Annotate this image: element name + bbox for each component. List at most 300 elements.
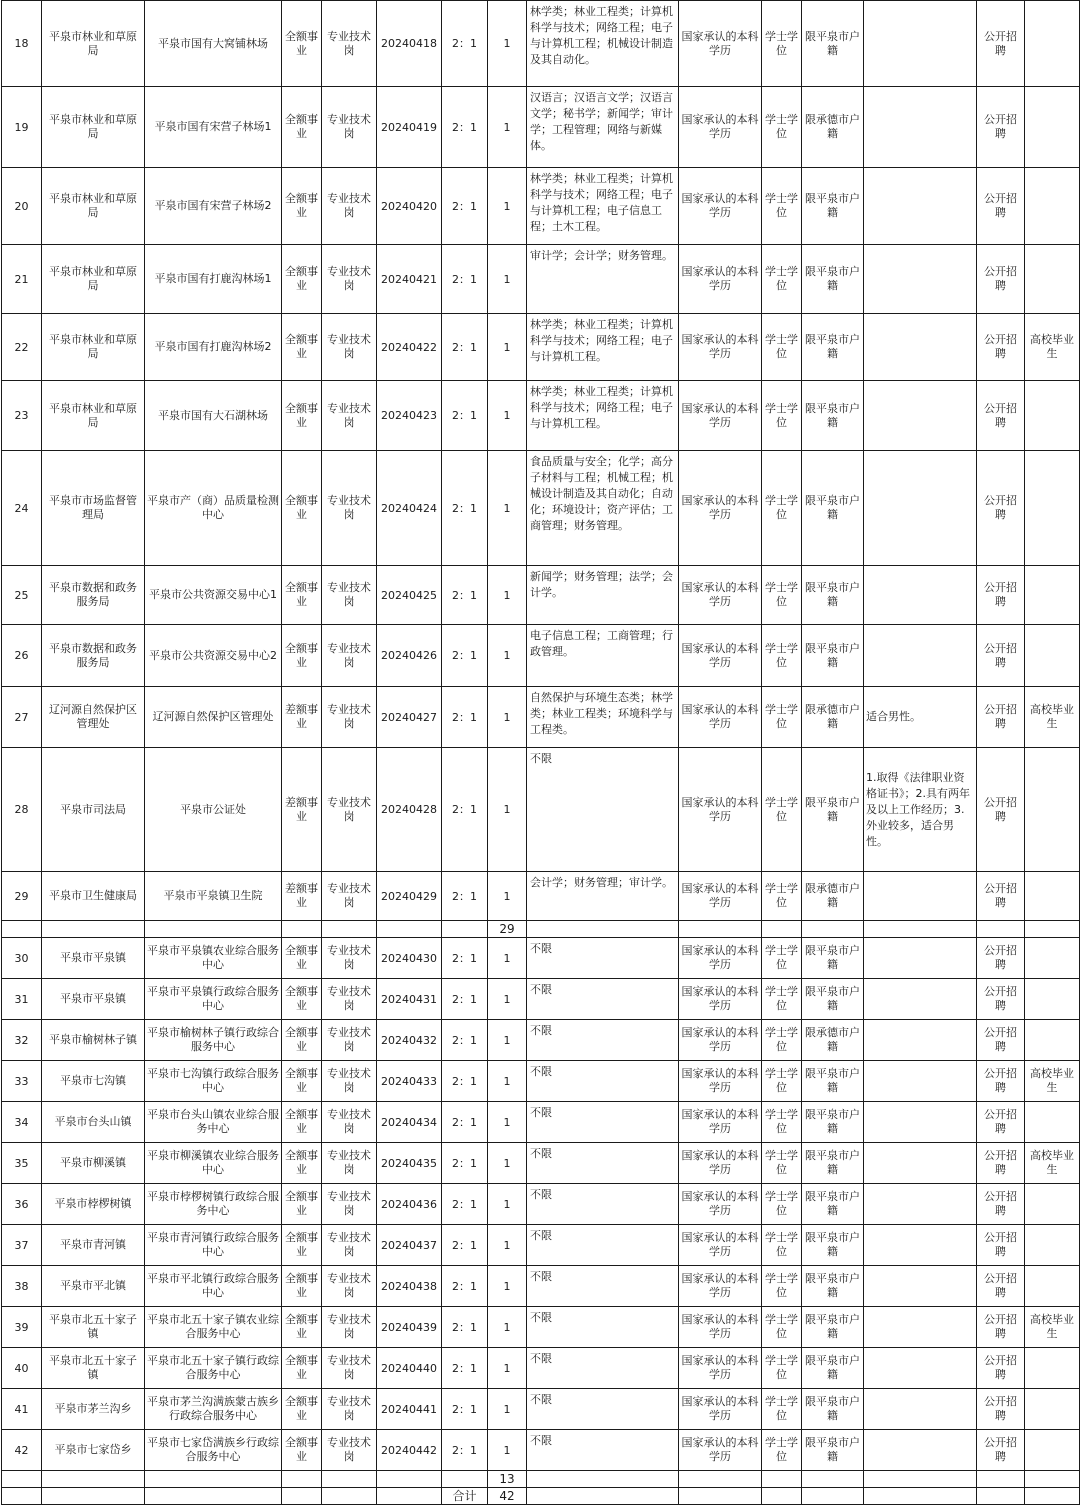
- unit-nature: 全额事业: [282, 1143, 322, 1184]
- education: 国家承认的本科学历: [679, 451, 762, 566]
- hiring-unit: 平泉市北五十家子镇农业综合服务中心: [145, 1307, 282, 1348]
- exam-ratio: 2：1: [442, 872, 488, 921]
- row-number: 41: [2, 1389, 42, 1430]
- other-conditions: [864, 1102, 977, 1143]
- post-code: 20240437: [377, 1225, 442, 1266]
- empty-cell: [2, 1488, 42, 1505]
- degree: 学士学位: [762, 1389, 802, 1430]
- empty-cell: [42, 1471, 145, 1488]
- unit-nature: 全额事业: [282, 1430, 322, 1471]
- education: 国家承认的本科学历: [679, 566, 762, 625]
- hiring-unit: 平泉市国有宋营子林场1: [145, 87, 282, 168]
- exam-ratio: 2：1: [442, 1389, 488, 1430]
- major-requirement: 食品质量与安全；化学；高分子材料与工程；机械工程；机械设计制造及其自动化；自动化；环境设计；资产评估；工商管理；财务管理。: [527, 451, 679, 566]
- other-conditions: [864, 1061, 977, 1102]
- hire-count: 1: [488, 625, 527, 687]
- department: 平泉市卫生健康局: [42, 872, 145, 921]
- residence: 限平泉市户籍: [802, 314, 864, 381]
- post-category: 专业技术岗: [322, 979, 377, 1020]
- post-code: 20240426: [377, 625, 442, 687]
- exam-ratio: 2：1: [442, 1430, 488, 1471]
- post-code: 20240428: [377, 748, 442, 872]
- major-requirement: 不限: [527, 1348, 679, 1389]
- hiring-method: 公开招聘: [977, 1102, 1025, 1143]
- education: 国家承认的本科学历: [679, 1389, 762, 1430]
- table-row: [2, 1, 1080, 87]
- exam-ratio: 2：1: [442, 1143, 488, 1184]
- table-row: [2, 625, 1080, 687]
- hire-count: 1: [488, 566, 527, 625]
- hire-count: 1: [488, 1020, 527, 1061]
- table-row: [2, 1020, 1080, 1061]
- exam-ratio: 2：1: [442, 625, 488, 687]
- empty-cell: [2, 921, 42, 938]
- hiring-method: 公开招聘: [977, 1, 1025, 87]
- degree: 学士学位: [762, 314, 802, 381]
- table-row: [2, 979, 1080, 1020]
- degree: 学士学位: [762, 245, 802, 314]
- table-row: [2, 314, 1080, 381]
- other-conditions: [864, 245, 977, 314]
- post-category: 专业技术岗: [322, 1184, 377, 1225]
- hire-count: 1: [488, 451, 527, 566]
- hiring-method: 公开招聘: [977, 566, 1025, 625]
- row-number: 23: [2, 381, 42, 451]
- education: 国家承认的本科学历: [679, 87, 762, 168]
- row-number: 33: [2, 1061, 42, 1102]
- degree: 学士学位: [762, 1061, 802, 1102]
- unit-nature: 全额事业: [282, 1389, 322, 1430]
- major-requirement: 不限: [527, 1102, 679, 1143]
- unit-nature: 全额事业: [282, 245, 322, 314]
- hiring-unit: 平泉市台头山镇农业综合服务中心: [145, 1102, 282, 1143]
- post-code: 20240438: [377, 1266, 442, 1307]
- post-category: 专业技术岗: [322, 566, 377, 625]
- hiring-method: 公开招聘: [977, 625, 1025, 687]
- row-number: 42: [2, 1430, 42, 1471]
- row-number: 24: [2, 451, 42, 566]
- residence: 限平泉市户籍: [802, 245, 864, 314]
- department: 平泉市北五十家子镇: [42, 1307, 145, 1348]
- empty-cell: [442, 921, 488, 938]
- hiring-unit: 平泉市国有大石湖林场: [145, 381, 282, 451]
- major-requirement: 不限: [527, 1430, 679, 1471]
- department: 平泉市七沟镇: [42, 1061, 145, 1102]
- table-row: [2, 451, 1080, 566]
- hiring-target: [1025, 1389, 1080, 1430]
- hire-count: 1: [488, 314, 527, 381]
- hiring-target: [1025, 1266, 1080, 1307]
- education: 国家承认的本科学历: [679, 1184, 762, 1225]
- hiring-target: 高校毕业生: [1025, 314, 1080, 381]
- empty-cell: [1025, 1471, 1080, 1488]
- hiring-target: [1025, 1184, 1080, 1225]
- exam-ratio: 2：1: [442, 1307, 488, 1348]
- post-code: 20240431: [377, 979, 442, 1020]
- major-requirement: 林学类；林业工程类；计算机科学与技术；网络工程；电子与计算机工程。: [527, 381, 679, 451]
- hiring-unit: 平泉市青河镇行政综合服务中心: [145, 1225, 282, 1266]
- hiring-method: 公开招聘: [977, 1389, 1025, 1430]
- residence: 限承德市户籍: [802, 687, 864, 748]
- post-code: 20240418: [377, 1, 442, 87]
- department: 平泉市林业和草原局: [42, 381, 145, 451]
- hire-count: 1: [488, 1225, 527, 1266]
- degree: 学士学位: [762, 1430, 802, 1471]
- post-code: 20240429: [377, 872, 442, 921]
- hiring-target: 高校毕业生: [1025, 1061, 1080, 1102]
- major-requirement: 电子信息工程；工商管理；行政管理。: [527, 625, 679, 687]
- major-requirement: 不限: [527, 748, 679, 872]
- unit-nature: 全额事业: [282, 938, 322, 979]
- residence: 限平泉市户籍: [802, 566, 864, 625]
- major-requirement: 不限: [527, 1225, 679, 1266]
- table-row: [2, 1143, 1080, 1184]
- other-conditions: [864, 168, 977, 245]
- row-number: 39: [2, 1307, 42, 1348]
- other-conditions: [864, 872, 977, 921]
- major-requirement: 自然保护与环境生态类；林学类；林业工程类；环境科学与工程类。: [527, 687, 679, 748]
- major-requirement: 不限: [527, 1266, 679, 1307]
- hire-count: 1: [488, 1102, 527, 1143]
- degree: 学士学位: [762, 168, 802, 245]
- hiring-method: 公开招聘: [977, 687, 1025, 748]
- empty-cell: [377, 1488, 442, 1505]
- subtotal-value: 29: [488, 921, 527, 938]
- recruitment-table: [1, 0, 1080, 1505]
- post-category: 专业技术岗: [322, 1020, 377, 1061]
- other-conditions: [864, 625, 977, 687]
- empty-cell: [864, 921, 977, 938]
- hiring-target: [1025, 1225, 1080, 1266]
- exam-ratio: 2：1: [442, 87, 488, 168]
- unit-nature: 全额事业: [282, 1020, 322, 1061]
- residence: 限平泉市户籍: [802, 748, 864, 872]
- post-category: 专业技术岗: [322, 1389, 377, 1430]
- degree: 学士学位: [762, 938, 802, 979]
- education: 国家承认的本科学历: [679, 245, 762, 314]
- hire-count: 1: [488, 87, 527, 168]
- table-row: [2, 687, 1080, 748]
- residence: 限平泉市户籍: [802, 1307, 864, 1348]
- hire-count: 1: [488, 1184, 527, 1225]
- exam-ratio: 2：1: [442, 566, 488, 625]
- post-code: 20240422: [377, 314, 442, 381]
- post-category: 专业技术岗: [322, 451, 377, 566]
- post-category: 专业技术岗: [322, 1430, 377, 1471]
- exam-ratio: 2：1: [442, 1020, 488, 1061]
- post-code: 20240433: [377, 1061, 442, 1102]
- post-category: 专业技术岗: [322, 1348, 377, 1389]
- exam-ratio: 2：1: [442, 381, 488, 451]
- degree: 学士学位: [762, 451, 802, 566]
- exam-ratio: 2：1: [442, 1, 488, 87]
- empty-cell: [802, 921, 864, 938]
- post-code: 20240441: [377, 1389, 442, 1430]
- exam-ratio: 2：1: [442, 1266, 488, 1307]
- education: 国家承认的本科学历: [679, 938, 762, 979]
- unit-nature: 全额事业: [282, 87, 322, 168]
- major-requirement: 新闻学；财务管理；法学；会计学。: [527, 566, 679, 625]
- post-code: 20240427: [377, 687, 442, 748]
- major-requirement: 不限: [527, 1184, 679, 1225]
- other-conditions: [864, 1, 977, 87]
- exam-ratio: 2：1: [442, 314, 488, 381]
- department: 平泉市平北镇: [42, 1266, 145, 1307]
- other-conditions: [864, 87, 977, 168]
- education: 国家承认的本科学历: [679, 1020, 762, 1061]
- table-row: [2, 1307, 1080, 1348]
- hiring-unit: 平泉市北五十家子镇行政综合服务中心: [145, 1348, 282, 1389]
- row-number: 35: [2, 1143, 42, 1184]
- table-row: [2, 1266, 1080, 1307]
- residence: 限平泉市户籍: [802, 1348, 864, 1389]
- row-number: 40: [2, 1348, 42, 1389]
- hiring-method: 公开招聘: [977, 872, 1025, 921]
- post-category: 专业技术岗: [322, 687, 377, 748]
- hire-count: 1: [488, 1389, 527, 1430]
- table-row: [2, 1102, 1080, 1143]
- table-row: [2, 1348, 1080, 1389]
- degree: 学士学位: [762, 1348, 802, 1389]
- exam-ratio: 2：1: [442, 687, 488, 748]
- unit-nature: 全额事业: [282, 1184, 322, 1225]
- hiring-method: 公开招聘: [977, 1266, 1025, 1307]
- row-number: 21: [2, 245, 42, 314]
- hiring-target: [1025, 87, 1080, 168]
- empty-cell: [322, 921, 377, 938]
- unit-nature: 全额事业: [282, 451, 322, 566]
- empty-cell: [282, 1471, 322, 1488]
- hire-count: 1: [488, 168, 527, 245]
- exam-ratio: 2：1: [442, 748, 488, 872]
- post-category: 专业技术岗: [322, 1307, 377, 1348]
- hiring-unit: 平泉市榆树林子镇行政综合服务中心: [145, 1020, 282, 1061]
- exam-ratio: 2：1: [442, 1061, 488, 1102]
- degree: 学士学位: [762, 1225, 802, 1266]
- residence: 限平泉市户籍: [802, 1143, 864, 1184]
- post-code: 20240419: [377, 87, 442, 168]
- major-requirement: 林学类；林业工程类；计算机科学与技术；网络工程；电子与计算机工程。: [527, 314, 679, 381]
- education: 国家承认的本科学历: [679, 168, 762, 245]
- hiring-method: 公开招聘: [977, 1020, 1025, 1061]
- department: 平泉市数据和政务服务局: [42, 566, 145, 625]
- hire-count: 1: [488, 687, 527, 748]
- education: 国家承认的本科学历: [679, 1348, 762, 1389]
- table-row: [2, 1061, 1080, 1102]
- residence: 限平泉市户籍: [802, 1430, 864, 1471]
- degree: 学士学位: [762, 1102, 802, 1143]
- subtotal-row: [2, 921, 1080, 938]
- department: 平泉市数据和政务服务局: [42, 625, 145, 687]
- empty-cell: [442, 1471, 488, 1488]
- degree: 学士学位: [762, 1266, 802, 1307]
- degree: 学士学位: [762, 1, 802, 87]
- degree: 学士学位: [762, 1143, 802, 1184]
- unit-nature: 全额事业: [282, 381, 322, 451]
- department: 平泉市平泉镇: [42, 979, 145, 1020]
- empty-cell: [1025, 1488, 1080, 1505]
- hire-count: 1: [488, 1348, 527, 1389]
- education: 国家承认的本科学历: [679, 1430, 762, 1471]
- department: 平泉市司法局: [42, 748, 145, 872]
- post-code: 20240442: [377, 1430, 442, 1471]
- other-conditions: [864, 1348, 977, 1389]
- post-code: 20240430: [377, 938, 442, 979]
- residence: 限承德市户籍: [802, 872, 864, 921]
- hiring-unit: 平泉市七沟镇行政综合服务中心: [145, 1061, 282, 1102]
- empty-cell: [322, 1488, 377, 1505]
- degree: 学士学位: [762, 979, 802, 1020]
- empty-cell: [679, 1471, 762, 1488]
- major-requirement: 林学类；林业工程类；计算机科学与技术；网络工程；电子与计算机工程；机械设计制造及其自动化。: [527, 1, 679, 87]
- hiring-method: 公开招聘: [977, 1225, 1025, 1266]
- hiring-method: 公开招聘: [977, 87, 1025, 168]
- hiring-method: 公开招聘: [977, 314, 1025, 381]
- education: 国家承认的本科学历: [679, 748, 762, 872]
- residence: 限平泉市户籍: [802, 1266, 864, 1307]
- post-code: 20240436: [377, 1184, 442, 1225]
- other-conditions: [864, 1020, 977, 1061]
- post-code: 20240425: [377, 566, 442, 625]
- education: 国家承认的本科学历: [679, 1061, 762, 1102]
- other-conditions: [864, 381, 977, 451]
- table-row: [2, 748, 1080, 872]
- residence: 限平泉市户籍: [802, 979, 864, 1020]
- total-row: [2, 1488, 1080, 1505]
- hiring-method: 公开招聘: [977, 451, 1025, 566]
- subtotal-value: 13: [488, 1471, 527, 1488]
- post-category: 专业技术岗: [322, 314, 377, 381]
- department: 平泉市七家岱乡: [42, 1430, 145, 1471]
- empty-cell: [377, 1471, 442, 1488]
- empty-cell: [802, 1488, 864, 1505]
- exam-ratio: 2：1: [442, 1102, 488, 1143]
- other-conditions: [864, 1225, 977, 1266]
- exam-ratio: 2：1: [442, 979, 488, 1020]
- hiring-unit: 平泉市公证处: [145, 748, 282, 872]
- post-category: 专业技术岗: [322, 872, 377, 921]
- hiring-target: [1025, 748, 1080, 872]
- empty-cell: [977, 1471, 1025, 1488]
- degree: 学士学位: [762, 566, 802, 625]
- unit-nature: 全额事业: [282, 168, 322, 245]
- hiring-target: [1025, 1430, 1080, 1471]
- residence: 限平泉市户籍: [802, 1225, 864, 1266]
- hire-count: 1: [488, 381, 527, 451]
- empty-cell: [679, 1488, 762, 1505]
- row-number: 28: [2, 748, 42, 872]
- department: 平泉市柳溪镇: [42, 1143, 145, 1184]
- unit-nature: 全额事业: [282, 1348, 322, 1389]
- row-number: 36: [2, 1184, 42, 1225]
- post-category: 专业技术岗: [322, 1, 377, 87]
- hiring-target: 高校毕业生: [1025, 1307, 1080, 1348]
- education: 国家承认的本科学历: [679, 1307, 762, 1348]
- hiring-target: [1025, 979, 1080, 1020]
- unit-nature: 全额事业: [282, 1061, 322, 1102]
- hiring-unit: 平泉市七家岱满族乡行政综合服务中心: [145, 1430, 282, 1471]
- row-number: 32: [2, 1020, 42, 1061]
- other-conditions: 适合男性。: [864, 687, 977, 748]
- row-number: 37: [2, 1225, 42, 1266]
- department: 辽河源自然保护区管理处: [42, 687, 145, 748]
- residence: 限承德市户籍: [802, 1020, 864, 1061]
- degree: 学士学位: [762, 87, 802, 168]
- major-requirement: 汉语言；汉语言文学；汉语言文学；秘书学；新闻学；审计学；工程管理；网络与新媒体。: [527, 87, 679, 168]
- empty-cell: [977, 1488, 1025, 1505]
- department: 平泉市林业和草原局: [42, 1, 145, 87]
- post-category: 专业技术岗: [322, 1266, 377, 1307]
- department: 平泉市台头山镇: [42, 1102, 145, 1143]
- table-row: [2, 566, 1080, 625]
- exam-ratio: 2：1: [442, 938, 488, 979]
- exam-ratio: 2：1: [442, 451, 488, 566]
- empty-cell: [282, 1488, 322, 1505]
- empty-cell: [527, 1471, 679, 1488]
- table-row: [2, 1184, 1080, 1225]
- education: 国家承认的本科学历: [679, 872, 762, 921]
- degree: 学士学位: [762, 1307, 802, 1348]
- hire-count: 1: [488, 1061, 527, 1102]
- post-code: 20240435: [377, 1143, 442, 1184]
- major-requirement: 审计学；会计学；财务管理。: [527, 245, 679, 314]
- hiring-target: 高校毕业生: [1025, 1143, 1080, 1184]
- row-number: 27: [2, 687, 42, 748]
- major-requirement: 不限: [527, 1389, 679, 1430]
- table-row: [2, 872, 1080, 921]
- unit-nature: 全额事业: [282, 566, 322, 625]
- major-requirement: 不限: [527, 979, 679, 1020]
- subtotal-row: [2, 1471, 1080, 1488]
- empty-cell: [322, 1471, 377, 1488]
- table-row: [2, 168, 1080, 245]
- residence: 限平泉市户籍: [802, 938, 864, 979]
- major-requirement: 林学类；林业工程类；计算机科学与技术；网络工程；电子与计算机工程；电子信息工程；土木工程。: [527, 168, 679, 245]
- exam-ratio: 2：1: [442, 1184, 488, 1225]
- table-row: [2, 938, 1080, 979]
- department: 平泉市林业和草原局: [42, 87, 145, 168]
- hiring-method: 公开招聘: [977, 1307, 1025, 1348]
- post-category: 专业技术岗: [322, 1143, 377, 1184]
- education: 国家承认的本科学历: [679, 381, 762, 451]
- unit-nature: 全额事业: [282, 625, 322, 687]
- hire-count: 1: [488, 748, 527, 872]
- row-number: 20: [2, 168, 42, 245]
- major-requirement: 不限: [527, 1020, 679, 1061]
- degree: 学士学位: [762, 1184, 802, 1225]
- department: 平泉市林业和草原局: [42, 245, 145, 314]
- hiring-method: 公开招聘: [977, 1430, 1025, 1471]
- hiring-method: 公开招聘: [977, 1061, 1025, 1102]
- department: 平泉市北五十家子镇: [42, 1348, 145, 1389]
- hire-count: 1: [488, 1307, 527, 1348]
- empty-cell: [864, 1488, 977, 1505]
- residence: 限平泉市户籍: [802, 1, 864, 87]
- table-row: [2, 1225, 1080, 1266]
- hire-count: 1: [488, 1, 527, 87]
- hiring-unit: 平泉市桲椤树镇行政综合服务中心: [145, 1184, 282, 1225]
- hiring-unit: 平泉市茅兰沟满族蒙古族乡行政综合服务中心: [145, 1389, 282, 1430]
- hiring-target: 高校毕业生: [1025, 687, 1080, 748]
- education: 国家承认的本科学历: [679, 1102, 762, 1143]
- other-conditions: [864, 1266, 977, 1307]
- residence: 限承德市户籍: [802, 87, 864, 168]
- residence: 限平泉市户籍: [802, 381, 864, 451]
- empty-cell: [977, 921, 1025, 938]
- table-row: [2, 87, 1080, 168]
- department: 平泉市林业和草原局: [42, 314, 145, 381]
- post-category: 专业技术岗: [322, 168, 377, 245]
